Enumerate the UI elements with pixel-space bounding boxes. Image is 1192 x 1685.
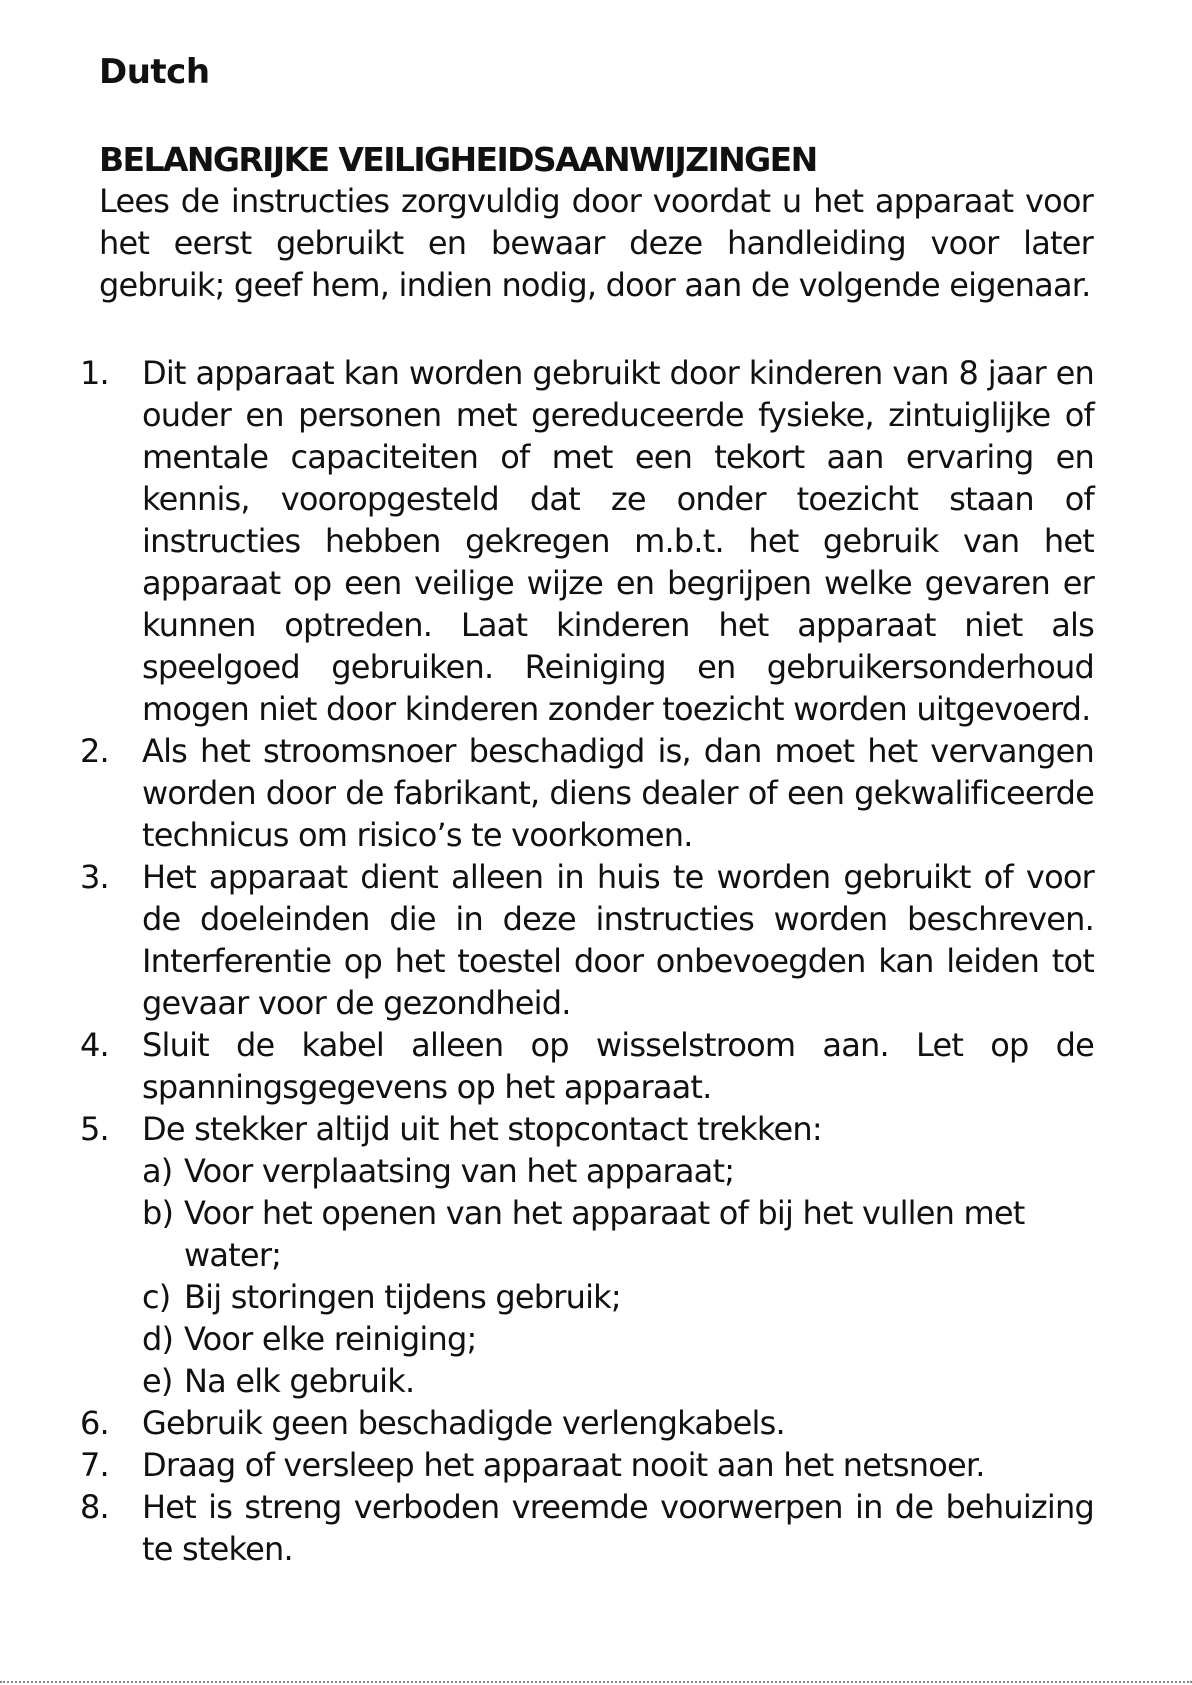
sub-item-text: Bij storingen tijdens gebruik; bbox=[184, 1278, 621, 1316]
sub-item-letter: d) bbox=[142, 1320, 174, 1358]
sub-item-letter: b) bbox=[142, 1194, 174, 1232]
item-text: Sluit de kabel alleen op wisselstroom aan. Let op de spanningsgegevens op het apparaat. bbox=[142, 1026, 1094, 1106]
intro-paragraph: Lees de instructies zorgvuldig door voordat u het apparaat voor het eerst gebruikt en bewaar deze handleiding voor later gebruik; geef hem, indien nodig, door aan de volgende eigenaar. bbox=[99, 182, 1093, 304]
sub-item-letter: a) bbox=[142, 1152, 173, 1190]
language-label: Dutch bbox=[99, 52, 210, 92]
list-item bbox=[60, 1108, 1094, 1402]
sub-list-item bbox=[142, 1150, 1094, 1192]
sub-list-item bbox=[142, 1318, 1094, 1360]
item-number: 1. bbox=[80, 354, 109, 392]
item-number: 3. bbox=[80, 858, 109, 896]
item-number: 7. bbox=[80, 1446, 109, 1484]
item-text: Het is streng verboden vreemde voorwerpen in de behuizing te steken. bbox=[142, 1488, 1094, 1568]
list-item bbox=[60, 1402, 1094, 1444]
item-text: Draag of versleep het apparaat nooit aan het netsnoer. bbox=[142, 1446, 985, 1484]
item-text: Gebruik geen beschadigde verlengkabels. bbox=[142, 1404, 785, 1442]
item-text: Het apparaat dient alleen in huis te worden gebruikt of voor de doeleinden die in deze instructies worden beschreven. Interferentie op het toestel door onbevoegden kan leiden tot gevaar voor de gezondheid. bbox=[142, 858, 1094, 1022]
sub-item-text: Voor elke reiniging; bbox=[184, 1320, 477, 1358]
sub-list-item bbox=[142, 1276, 1094, 1318]
section-heading: BELANGRIJKE VEILIGHEIDSAANWIJZINGEN bbox=[99, 140, 817, 179]
unplug-conditions-list bbox=[142, 1150, 1094, 1402]
list-item bbox=[60, 856, 1094, 1024]
item-number: 8. bbox=[80, 1488, 109, 1526]
safety-instruction-list bbox=[60, 352, 1094, 1570]
list-item bbox=[60, 1444, 1094, 1486]
item-text: Als het stroomsnoer beschadigd is, dan moet het vervangen worden door de fabrikant, diens dealer of een gekwalificeerde technicus om risico’s te voorkomen. bbox=[142, 732, 1094, 854]
list-item bbox=[60, 1486, 1094, 1570]
item-number: 2. bbox=[80, 732, 109, 770]
list-item bbox=[60, 352, 1094, 730]
sub-item-letter: c) bbox=[142, 1278, 171, 1316]
item-number: 6. bbox=[80, 1404, 109, 1442]
sub-item-text: Na elk gebruik. bbox=[184, 1362, 415, 1400]
sub-item-text: Voor het openen van het apparaat of bij het vullen met water; bbox=[184, 1194, 1025, 1274]
sub-list-item bbox=[142, 1360, 1094, 1402]
bottom-divider bbox=[0, 1681, 1192, 1683]
item-number: 5. bbox=[80, 1110, 109, 1148]
sub-item-letter: e) bbox=[142, 1362, 173, 1400]
sub-item-text: Voor verplaatsing van het apparaat; bbox=[184, 1152, 735, 1190]
list-item bbox=[60, 730, 1094, 856]
item-text: De stekker altijd uit het stopcontact trekken: bbox=[142, 1110, 822, 1148]
list-item bbox=[60, 1024, 1094, 1108]
item-number: 4. bbox=[80, 1026, 109, 1064]
sub-list-item bbox=[142, 1192, 1094, 1276]
item-text: Dit apparaat kan worden gebruikt door kinderen van 8 jaar en ouder en personen met gereduceerde fysieke, zintuiglijke of mentale capaciteiten of met een tekort aan ervaring en kennis, vooropgesteld dat ze onder toezicht staan of instructies hebben gekregen m.b.t. het gebruik van het apparaat op een veilige wijze en begrijpen welke gevaren er kunnen optreden. Laat kinderen het apparaat niet als speelgoed gebruiken. Reiniging en gebruikersonderhoud mogen niet door kinderen zonder toezicht worden uitgevoerd. bbox=[142, 354, 1094, 728]
